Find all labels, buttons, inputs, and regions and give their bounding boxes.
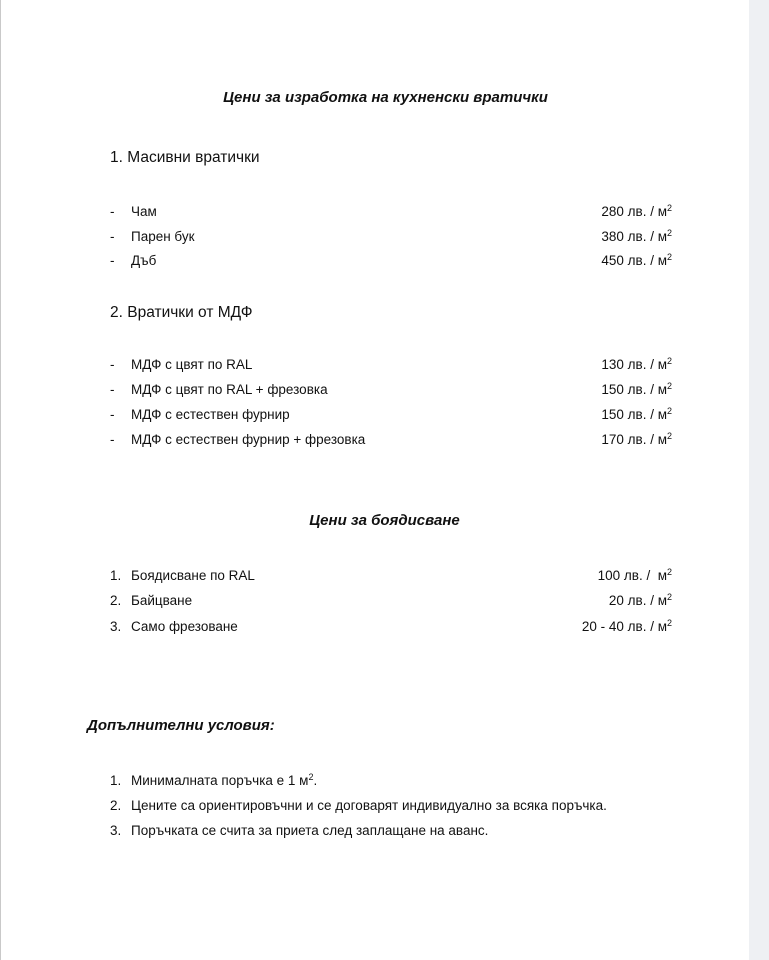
item-label: Байцване: [131, 593, 193, 608]
list-number: 2.: [110, 798, 122, 813]
condition-text: Цените са ориентировъчни и се договарят индивидуално за всяка поръчка.: [131, 798, 607, 813]
list-number: 3.: [110, 823, 122, 838]
item-label: Парен бук: [131, 229, 195, 244]
item-price: 450 лв. / $м^2$: [601, 252, 672, 268]
item-label: МДФ с естествен фурнир: [131, 407, 290, 422]
list-number: 2.: [110, 593, 122, 608]
price-row: [0, 568, 769, 588]
price-row: [0, 382, 769, 402]
item-price: 100 лв. / $м^2$: [597, 567, 672, 583]
price-row: [0, 407, 769, 427]
item-price: 150 лв. / $м^2$: [601, 381, 672, 397]
list-bullet: -: [110, 229, 115, 244]
price-row: [0, 593, 769, 613]
item-label: МДФ с цвят по RAL: [131, 357, 253, 372]
item-label: Само фрезоване: [131, 619, 238, 634]
price-row: [0, 204, 769, 224]
list-bullet: -: [110, 357, 115, 372]
item-label: Боядисване по RAL: [131, 568, 255, 583]
painting-title: Цени за боядисване: [309, 512, 460, 529]
list-bullet: -: [110, 204, 115, 219]
item-label: МДФ с цвят по RAL + фрезовка: [131, 382, 328, 397]
condition-text: Минималната поръчка е 1 $м^2$.: [131, 772, 318, 788]
list-bullet: -: [110, 253, 115, 268]
item-label: Чам: [131, 204, 157, 219]
condition-text: Поръчката се счита за приета след заплащане на аванс.: [131, 823, 489, 838]
section-heading-solid-doors: 1. Масивни вратички: [110, 149, 260, 166]
conditions-title: Допълнителни условия:: [87, 717, 275, 734]
list-number: 1.: [110, 773, 122, 788]
item-price: 20 - 40 лв. / $м^2$: [581, 618, 672, 634]
item-price: 150 лв. / $м^2$: [601, 406, 672, 422]
price-row: [0, 229, 769, 249]
item-price: 170 лв. / $м^2$: [601, 431, 672, 447]
price-row: [0, 357, 769, 377]
page-edge: [0, 0, 1, 960]
price-row: [0, 432, 769, 452]
list-bullet: -: [110, 382, 115, 397]
item-price: 380 лв. / $м^2$: [601, 228, 672, 244]
page-title: Цени за изработка на кухненски вратички: [223, 89, 548, 106]
list-number: 3.: [110, 619, 122, 634]
viewer-side-strip: [749, 0, 769, 960]
price-row: [0, 619, 769, 639]
list-bullet: -: [110, 432, 115, 447]
item-price: 280 лв. / $м^2$: [601, 203, 672, 219]
list-bullet: -: [110, 407, 115, 422]
section-heading-mdf-doors: 2. Вратички от МДФ: [110, 304, 253, 321]
item-price: 130 лв. / $м^2$: [601, 356, 672, 372]
item-price: 20 лв. / $м^2$: [608, 592, 672, 608]
item-label: Дъб: [131, 253, 157, 268]
item-label: МДФ с естествен фурнир + фрезовка: [131, 432, 366, 447]
list-number: 1.: [110, 568, 122, 583]
price-row: [0, 253, 769, 273]
